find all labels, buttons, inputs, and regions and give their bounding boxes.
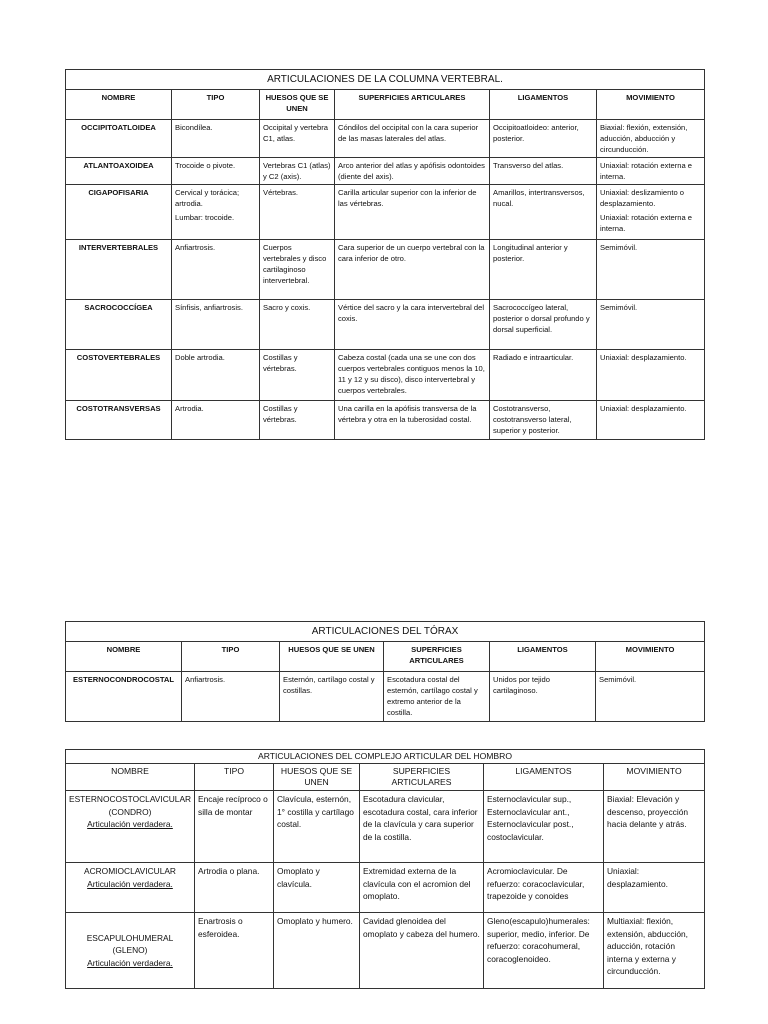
cell-nombre-text: ACROMIOCLAVICULAR <box>84 866 176 876</box>
cell-ligamentos: Costotransverso, costotransverso lateral, superior y posterior. <box>490 401 597 440</box>
cell-huesos: Sacro y coxis. <box>260 300 335 350</box>
cell-superficies: Una carilla en la apófisis transversa de la vértebra y otra en la tuberosidad costal. <box>335 401 490 440</box>
cell-movimiento-line: Uniaxial: rotación externa e interna. <box>600 213 693 233</box>
articulacion-verdadera-label: Articulación verdadera. <box>87 819 173 829</box>
column-header: NOMBRE <box>66 90 172 120</box>
table-title-row <box>66 622 705 642</box>
cell-movimiento: Biaxial: flexión, extensión, aducción, abducción y circunducción. <box>597 120 705 158</box>
cell-tipo: Enartrosis o esferoidea. <box>195 913 274 989</box>
cell-huesos: Occipital y vertebra C1, atlas. <box>260 120 335 158</box>
cell-ligamentos: Gleno(escapulo)humerales: superior, medio, inferior. De refuerzo: coracohumeral, coracoglenoideo. <box>484 913 604 989</box>
cell-ligamentos: Transverso del atlas. <box>490 158 597 185</box>
cell-movimiento: Semimóvil. <box>597 300 705 350</box>
cell-tipo: Artrodia. <box>172 401 260 440</box>
table-row <box>66 300 705 350</box>
cell-huesos: Vértebras. <box>260 185 335 240</box>
column-header: LIGAMENTOS <box>484 764 604 791</box>
cell-ligamentos: Amarillos, intertransversos, nucal. <box>490 185 597 240</box>
cell-superficies: Cavidad glenoidea del omoplato y cabeza del humero. <box>360 913 484 989</box>
cell-ligamentos: Esternoclavicular sup., Esternoclavicular ant., Esternoclavicular post., costoclavicular. <box>484 791 604 863</box>
column-header: SUPERFICIES ARTICULARES <box>335 90 490 120</box>
cell-nombre: ATLANTOAXOIDEA <box>66 158 172 185</box>
column-header: LIGAMENTOS <box>490 90 597 120</box>
column-header: MOVIMIENTO <box>597 90 705 120</box>
table-row <box>66 185 705 240</box>
cell-superficies: Vértice del sacro y la cara intervertebral del coxis. <box>335 300 490 350</box>
cell-huesos: Cuerpos vertebrales y disco cartilaginoso intervertebral. <box>260 240 335 300</box>
cell-movimiento: Uniaxial: rotación externa e interna. <box>597 158 705 185</box>
column-header: NOMBRE <box>66 642 182 672</box>
articulacion-verdadera-label: Articulación verdadera. <box>87 878 173 889</box>
table-header-row <box>66 642 705 672</box>
cell-tipo: Bicondílea. <box>172 120 260 158</box>
cell-movimiento: Semimóvil. <box>597 240 705 300</box>
cell-ligamentos: Radiado e intraarticular. <box>490 350 597 401</box>
table-row <box>66 863 705 913</box>
cell-huesos: Costillas y vértebras. <box>260 350 335 401</box>
cell-nombre: OCCIPITOATLOIDEA <box>66 120 172 158</box>
table-row <box>66 120 705 158</box>
column-header: SUPERFICIES ARTICULARES <box>384 642 490 672</box>
cell-nombre: CIGAPOFISARIA <box>66 185 172 240</box>
column-header: HUESOS QUE SE UNEN <box>260 90 335 120</box>
cell-superficies: Cóndilos del occipital con la cara superior de las masas laterales del atlas. <box>335 120 490 158</box>
table-torax <box>65 621 705 722</box>
cell-ligamentos: Unidos por tejido cartilaginoso. <box>490 672 596 722</box>
table-title: ARTICULACIONES DEL COMPLEJO ARTICULAR DEL HOMBRO <box>66 750 705 764</box>
column-header: HUESOS QUE SE UNEN <box>280 642 384 672</box>
cell-huesos: Esternón, cartílago costal y costillas. <box>280 672 384 722</box>
cell-movimiento: Semimóvil. <box>596 672 705 722</box>
cell-tipo: Anfiartrosis. <box>182 672 280 722</box>
column-header: TIPO <box>172 90 260 120</box>
table-row <box>66 791 705 863</box>
cell-tipo: Anfiartrosis. <box>172 240 260 300</box>
table-title: ARTICULACIONES DE LA COLUMNA VERTEBRAL. <box>66 70 705 90</box>
cell-tipo-line: Cervical y torácica; artrodia. <box>175 188 240 208</box>
cell-huesos: Omoplato y humero. <box>274 913 360 989</box>
column-header: MOVIMIENTO <box>604 764 705 791</box>
cell-ligamentos: Acromioclavicular. De refuerzo: coracoclavicular, trapezoide y conoides <box>484 863 604 913</box>
cell-superficies: Arco anterior del atlas y apófisis odontoides (diente del axis). <box>335 158 490 185</box>
cell-movimiento: Uniaxial: desplazamiento. <box>604 863 705 913</box>
cell-movimiento: Multiaxial: flexión, extensión, abducción, aducción, rotación interna y externa y circunducción. <box>604 913 705 989</box>
cell-huesos: Vertebras C1 (atlas) y C2 (axis). <box>260 158 335 185</box>
cell-nombre: COSTOTRANSVERSAS <box>66 401 172 440</box>
cell-nombre: INTERVERTEBRALES <box>66 240 172 300</box>
table-header-row <box>66 90 705 120</box>
column-header: LIGAMENTOS <box>490 642 596 672</box>
cell-superficies: Cabeza costal (cada una se une con dos cuerpos vertebrales contiguos menos la 10, 11 y 12 y su disco), disco intervertebral y cuerpos vertebrales. <box>335 350 490 401</box>
cell-superficies: Cara superior de un cuerpo vertebral con la cara inferior de otro. <box>335 240 490 300</box>
column-header: NOMBRE <box>66 764 195 791</box>
cell-nombre: SACROCOCCÍGEA <box>66 300 172 350</box>
column-header: TIPO <box>182 642 280 672</box>
cell-tipo <box>172 185 260 240</box>
cell-ligamentos: Longitudinal anterior y posterior. <box>490 240 597 300</box>
column-header: MOVIMIENTO <box>596 642 705 672</box>
cell-movimiento: Biaxial: Elevación y descenso, proyección hacia delante y atrás. <box>604 791 705 863</box>
cell-superficies: Carilla articular superior con la inferior de las vértebras. <box>335 185 490 240</box>
cell-movimiento: Uniaxial: desplazamiento. <box>597 350 705 401</box>
cell-huesos: Costillas y vértebras. <box>260 401 335 440</box>
table-row <box>66 401 705 440</box>
cell-nombre: COSTOVERTEBRALES <box>66 350 172 401</box>
table-header-row <box>66 764 705 791</box>
cell-superficies: Escotadura clavicular, escotadura costal, cara inferior de la clavícula y cara superior de la costilla. <box>360 791 484 863</box>
cell-tipo: Sínfisis, anfiartrosis. <box>172 300 260 350</box>
articulacion-verdadera-label: Articulación verdadera. <box>87 957 173 968</box>
cell-superficies: Escotadura costal del esternón, cartílago costal y extremo anterior de la costilla. <box>384 672 490 722</box>
table-title-row <box>66 70 705 90</box>
cell-ligamentos: Sacrococcígeo lateral, posterior o dorsal profundo y dorsal superficial. <box>490 300 597 350</box>
cell-nombre <box>66 863 195 913</box>
table-row <box>66 913 705 989</box>
cell-superficies: Extremidad externa de la clavícula con el acromion del omoplato. <box>360 863 484 913</box>
cell-nombre <box>66 913 195 989</box>
cell-nombre-text: ESCAPULOHUMERAL (GLENO) <box>86 932 174 956</box>
table-title: ARTICULACIONES DEL TÓRAX <box>66 622 705 642</box>
cell-movimiento <box>597 185 705 240</box>
column-header: TIPO <box>195 764 274 791</box>
cell-tipo: Artrodia o plana. <box>195 863 274 913</box>
table-row <box>66 672 705 722</box>
cell-tipo: Encaje recíproco o silla de montar <box>195 791 274 863</box>
cell-ligamentos: Occipitoatloideo: anterior, posterior. <box>490 120 597 158</box>
cell-tipo-line: Lumbar: trocoide. <box>175 213 235 222</box>
cell-nombre: ESTERNOCONDROCOSTAL <box>66 672 182 722</box>
cell-movimiento: Uniaxial: desplazamiento. <box>597 401 705 440</box>
cell-nombre <box>66 791 195 863</box>
column-header: SUPERFICIES ARTICULARES <box>360 764 484 791</box>
table-row <box>66 350 705 401</box>
cell-tipo: Doble artrodia. <box>172 350 260 401</box>
table-columna-vertebral <box>65 69 705 440</box>
cell-nombre-text: ESTERNOCOSTOCLAVICULAR (CONDRO) <box>69 794 192 817</box>
cell-huesos: Omoplato y clavícula. <box>274 863 360 913</box>
cell-tipo: Trocoide o pivote. <box>172 158 260 185</box>
cell-movimiento-line: Uniaxial: deslizamiento o desplazamiento. <box>600 188 684 208</box>
table-row <box>66 240 705 300</box>
table-row <box>66 158 705 185</box>
column-header: HUESOS QUE SE UNEN <box>274 764 360 791</box>
table-title-row <box>66 750 705 764</box>
table-hombro <box>65 749 705 989</box>
cell-huesos: Clavícula, esternón, 1° costilla y cartílago costal. <box>274 791 360 863</box>
